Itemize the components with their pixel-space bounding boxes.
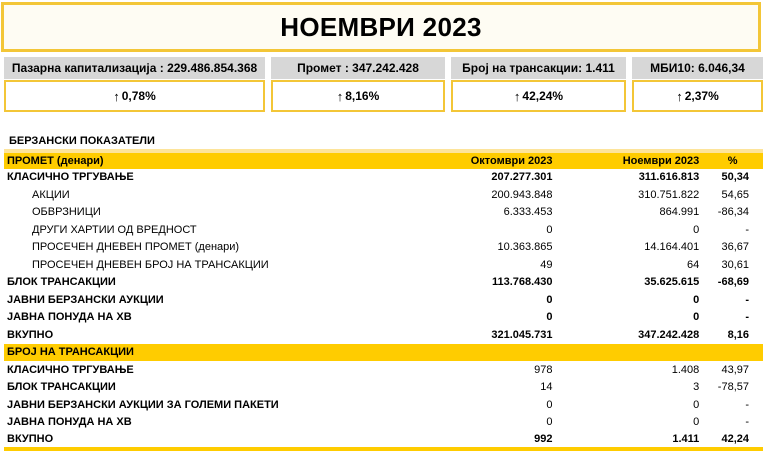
row-pct: -86,34 bbox=[717, 206, 749, 219]
row-nov: 1.411 bbox=[556, 431, 703, 449]
row-pct: 54,65 bbox=[721, 188, 749, 201]
header-oct: Октомври 2023 bbox=[348, 151, 555, 169]
row-nov: 347.242.428 bbox=[638, 328, 700, 341]
row-nov: 0 bbox=[693, 223, 700, 236]
stat-label: Промет : 347.242.428 bbox=[271, 57, 445, 79]
row-label: ЈАВНИ БЕРЗАНСКИ АУКЦИИ bbox=[7, 293, 164, 306]
table-row bbox=[4, 309, 763, 327]
row-nov: 864.991 bbox=[659, 206, 700, 219]
row-oct: 992 bbox=[348, 431, 555, 449]
transactions-header-row bbox=[4, 344, 763, 362]
page-title: НОЕМВРИ 2023 bbox=[280, 11, 482, 42]
row-nov: 0 bbox=[693, 311, 700, 324]
row-pct: 50,34 bbox=[721, 171, 749, 184]
row-oct: 14 bbox=[540, 381, 553, 394]
header-pct: % bbox=[702, 151, 763, 169]
row-pct: - bbox=[745, 293, 749, 306]
row-label: ДРУГИ ХАРТИИ ОД ВРЕДНОСТ bbox=[32, 223, 197, 236]
row-oct: 978 bbox=[534, 363, 553, 376]
arrow-up-icon: ↑ bbox=[513, 88, 521, 104]
row-label: КЛАСИЧНО ТРГУВАЊЕ bbox=[7, 363, 134, 376]
row-oct: 6.333.453 bbox=[503, 206, 553, 219]
stat-change-value: 42,24% bbox=[522, 89, 564, 103]
row-label: ЈАВНА ПОНУДА НА ХВ bbox=[7, 416, 132, 429]
row-oct: 321.045.731 bbox=[491, 328, 553, 341]
row-pct: 42,24 bbox=[702, 431, 763, 449]
stat-change bbox=[451, 80, 626, 112]
row-oct: 200.943.848 bbox=[491, 188, 553, 201]
table-row bbox=[4, 221, 763, 239]
stat-change bbox=[4, 80, 265, 112]
row-pct: - bbox=[745, 311, 749, 324]
row-oct: 0 bbox=[546, 293, 553, 306]
table-row bbox=[4, 186, 763, 204]
turnover-header-row bbox=[4, 151, 763, 169]
table-row bbox=[4, 239, 763, 257]
row-pct: 43,97 bbox=[721, 363, 749, 376]
row-label: ВКУПНО bbox=[4, 431, 348, 449]
table-row bbox=[4, 169, 763, 187]
row-oct: 10.363.865 bbox=[497, 241, 553, 254]
table-row-total bbox=[4, 431, 763, 449]
row-pct: 36,67 bbox=[721, 241, 749, 254]
row-nov: 3 bbox=[693, 381, 700, 394]
stat-change-value: 0,78% bbox=[121, 89, 156, 103]
stat-change bbox=[271, 80, 445, 112]
stat-label: МБИ10: 6.046,34 bbox=[632, 57, 763, 79]
row-oct: 0 bbox=[546, 311, 553, 324]
row-label: ВКУПНО bbox=[7, 328, 54, 341]
table-row-total bbox=[4, 326, 763, 344]
table-row bbox=[4, 396, 763, 414]
stat-label: Број на трансакции: 1.411 bbox=[451, 57, 626, 79]
row-pct: 8,16 bbox=[727, 328, 749, 341]
row-oct: 207.277.301 bbox=[491, 171, 553, 184]
row-nov: 64 bbox=[687, 258, 700, 271]
row-nov: 1.408 bbox=[671, 363, 700, 376]
stat-transactions bbox=[451, 57, 626, 113]
stat-market-cap bbox=[4, 57, 265, 113]
row-pct: -78,57 bbox=[717, 381, 749, 394]
stat-change bbox=[632, 80, 763, 112]
stat-change-value: 8,16% bbox=[345, 89, 380, 103]
table-row bbox=[4, 414, 763, 432]
row-label: БЛОК ТРАНСАКЦИИ bbox=[7, 276, 116, 289]
stat-turnover bbox=[271, 57, 445, 113]
table-row bbox=[4, 291, 763, 309]
row-pct: - bbox=[745, 398, 749, 411]
stat-mbi10 bbox=[632, 57, 763, 113]
row-label: ОБВРЗНИЦИ bbox=[32, 206, 101, 219]
row-nov: 311.616.813 bbox=[638, 171, 700, 184]
row-oct: 113.768.430 bbox=[491, 276, 553, 289]
row-pct: - bbox=[745, 416, 749, 429]
row-label: КЛАСИЧНО ТРГУВАЊЕ bbox=[7, 171, 134, 184]
row-label: ПРОСЕЧЕН ДНЕВЕН ПРОМЕТ (денари) bbox=[32, 241, 240, 254]
header-nov: Ноември 2023 bbox=[556, 151, 703, 169]
row-oct: 0 bbox=[546, 416, 553, 429]
row-pct: -68,69 bbox=[717, 276, 749, 289]
row-label: ЈАВНИ БЕРЗАНСКИ АУКЦИИ ЗА ГОЛЕМИ ПАКЕТИ bbox=[7, 398, 279, 411]
row-pct: - bbox=[745, 223, 749, 236]
arrow-up-icon: ↑ bbox=[113, 88, 120, 104]
row-label: БЛОК ТРАНСАКЦИИ bbox=[7, 381, 116, 394]
header-label: БРОЈ НА ТРАНСАКЦИИ bbox=[4, 344, 348, 362]
row-nov: 0 bbox=[693, 398, 700, 411]
row-pct: 30,61 bbox=[721, 258, 749, 271]
table-row bbox=[4, 274, 763, 292]
arrow-up-icon: ↑ bbox=[676, 88, 683, 104]
row-nov: 0 bbox=[693, 293, 700, 306]
section-title: БЕРЗАНСКИ ПОКАЗАТЕЛИ bbox=[9, 135, 155, 147]
row-label: ЈАВНА ПОНУДА НА ХВ bbox=[7, 311, 132, 324]
row-oct: 0 bbox=[546, 223, 553, 236]
row-label: АКЦИИ bbox=[32, 188, 70, 201]
header-label: ПРОМЕТ (денари) bbox=[4, 151, 348, 169]
row-label: ПРОСЕЧЕН ДНЕВЕН БРОЈ НА ТРАНСАКЦИИ bbox=[32, 258, 269, 271]
stat-change-value: 2,37% bbox=[684, 89, 719, 103]
stat-label: Пазарна капитализација : 229.486.854.368 bbox=[4, 57, 265, 79]
row-nov: 14.164.401 bbox=[644, 241, 700, 254]
table-row bbox=[4, 361, 763, 379]
indicators-table bbox=[4, 149, 763, 451]
row-nov: 0 bbox=[693, 416, 700, 429]
table-row bbox=[4, 204, 763, 222]
table-row bbox=[4, 379, 763, 397]
arrow-up-icon: ↑ bbox=[336, 88, 344, 104]
page-title-bar bbox=[1, 2, 761, 52]
row-oct: 49 bbox=[540, 258, 553, 271]
row-oct: 0 bbox=[546, 398, 553, 411]
row-nov: 310.751.822 bbox=[638, 188, 700, 201]
table-row bbox=[4, 256, 763, 274]
row-nov: 35.625.615 bbox=[644, 276, 700, 289]
